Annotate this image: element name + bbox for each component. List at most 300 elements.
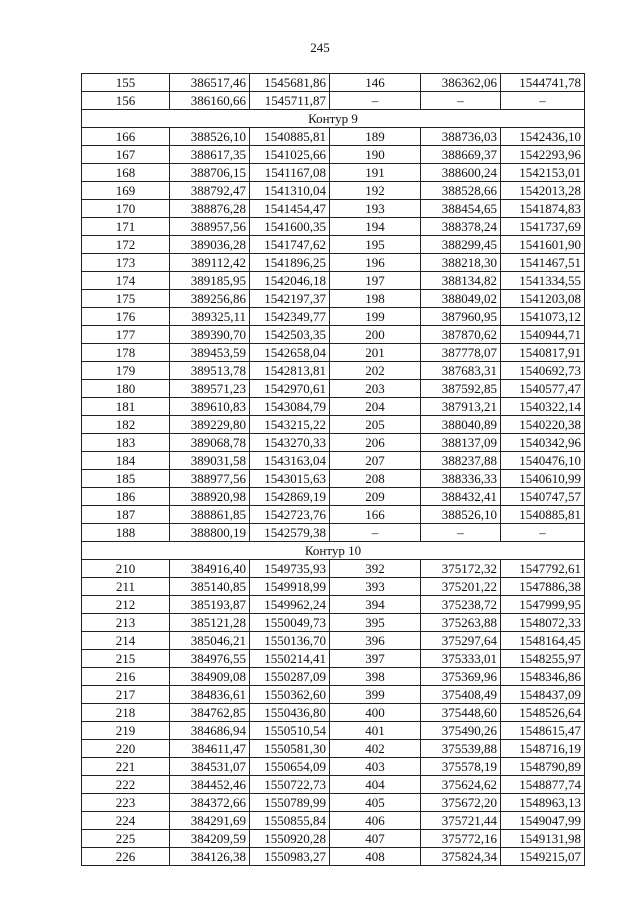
x-coordinate-cell: 375624,62: [421, 776, 501, 794]
section-header-row: [82, 110, 585, 128]
point-number-cell: 175: [82, 290, 170, 308]
section-title: Контур 10: [82, 542, 585, 560]
y-coordinate-cell: 1548072,33: [501, 614, 585, 632]
point-number-cell: 206: [330, 434, 421, 452]
x-coordinate-cell: 375201,22: [421, 578, 501, 596]
point-number-cell: 392: [330, 560, 421, 578]
table-row: [82, 380, 585, 398]
x-coordinate-cell: 388432,41: [421, 488, 501, 506]
x-coordinate-cell: 384126,38: [170, 848, 250, 866]
x-coordinate-cell: 375297,64: [421, 632, 501, 650]
x-coordinate-cell: 389513,78: [170, 362, 250, 380]
point-number-cell: 403: [330, 758, 421, 776]
y-coordinate-cell: 1541025,66: [250, 146, 330, 164]
x-coordinate-cell: 375238,72: [421, 596, 501, 614]
y-coordinate-cell: 1549047,99: [501, 812, 585, 830]
table-row: [82, 272, 585, 290]
point-number-cell: 180: [82, 380, 170, 398]
y-coordinate-cell: 1540476,10: [501, 452, 585, 470]
table-row: [82, 146, 585, 164]
y-coordinate-cell: 1543270,33: [250, 434, 330, 452]
point-number-cell: 198: [330, 290, 421, 308]
x-coordinate-cell: 384836,61: [170, 686, 250, 704]
y-coordinate-cell: 1548963,13: [501, 794, 585, 812]
y-coordinate-cell: 1542503,35: [250, 326, 330, 344]
y-coordinate-cell: 1550654,09: [250, 758, 330, 776]
x-coordinate-cell: 388526,10: [170, 128, 250, 146]
y-coordinate-cell: 1544741,78: [501, 74, 585, 92]
y-coordinate-cell: 1547792,61: [501, 560, 585, 578]
table-row: [82, 308, 585, 326]
y-coordinate-cell: 1550983,27: [250, 848, 330, 866]
point-number-cell: 210: [82, 560, 170, 578]
x-coordinate-cell: 375333,01: [421, 650, 501, 668]
point-number-cell: 393: [330, 578, 421, 596]
x-coordinate-cell: 375490,26: [421, 722, 501, 740]
table-row: [82, 398, 585, 416]
y-coordinate-cell: –: [501, 524, 585, 542]
y-coordinate-cell: 1540817,91: [501, 344, 585, 362]
y-coordinate-cell: –: [501, 92, 585, 110]
y-coordinate-cell: 1542970,61: [250, 380, 330, 398]
table-row: [82, 686, 585, 704]
point-number-cell: 396: [330, 632, 421, 650]
x-coordinate-cell: 387778,07: [421, 344, 501, 362]
x-coordinate-cell: 388800,19: [170, 524, 250, 542]
x-coordinate-cell: 388736,03: [421, 128, 501, 146]
point-number-cell: 187: [82, 506, 170, 524]
x-coordinate-cell: 375824,34: [421, 848, 501, 866]
x-coordinate-cell: 387870,62: [421, 326, 501, 344]
table-row: [82, 488, 585, 506]
x-coordinate-cell: 384909,08: [170, 668, 250, 686]
point-number-cell: 176: [82, 308, 170, 326]
x-coordinate-cell: 375578,19: [421, 758, 501, 776]
x-coordinate-cell: 389325,11: [170, 308, 250, 326]
y-coordinate-cell: 1550789,99: [250, 794, 330, 812]
x-coordinate-cell: 385193,87: [170, 596, 250, 614]
table-row: [82, 614, 585, 632]
point-number-cell: 186: [82, 488, 170, 506]
x-coordinate-cell: 388792,47: [170, 182, 250, 200]
point-number-cell: 407: [330, 830, 421, 848]
point-number-cell: 219: [82, 722, 170, 740]
x-coordinate-cell: 384531,07: [170, 758, 250, 776]
x-coordinate-cell: 389453,59: [170, 344, 250, 362]
point-number-cell: 169: [82, 182, 170, 200]
point-number-cell: 189: [330, 128, 421, 146]
table-row: [82, 74, 585, 92]
x-coordinate-cell: 384976,55: [170, 650, 250, 668]
point-number-cell: 400: [330, 704, 421, 722]
table-row: [82, 794, 585, 812]
y-coordinate-cell: 1540322,14: [501, 398, 585, 416]
y-coordinate-cell: 1541874,83: [501, 200, 585, 218]
x-coordinate-cell: 384762,85: [170, 704, 250, 722]
x-coordinate-cell: 388040,89: [421, 416, 501, 434]
point-number-cell: 177: [82, 326, 170, 344]
y-coordinate-cell: 1541737,69: [501, 218, 585, 236]
point-number-cell: 200: [330, 326, 421, 344]
y-coordinate-cell: 1542046,18: [250, 272, 330, 290]
y-coordinate-cell: 1540885,81: [250, 128, 330, 146]
y-coordinate-cell: 1540220,38: [501, 416, 585, 434]
x-coordinate-cell: 387683,31: [421, 362, 501, 380]
y-coordinate-cell: 1542293,96: [501, 146, 585, 164]
x-coordinate-cell: 375539,88: [421, 740, 501, 758]
point-number-cell: 397: [330, 650, 421, 668]
y-coordinate-cell: 1540885,81: [501, 506, 585, 524]
point-number-cell: 211: [82, 578, 170, 596]
point-number-cell: 190: [330, 146, 421, 164]
y-coordinate-cell: 1543163,04: [250, 452, 330, 470]
x-coordinate-cell: 375448,60: [421, 704, 501, 722]
y-coordinate-cell: 1542436,10: [501, 128, 585, 146]
y-coordinate-cell: 1542658,04: [250, 344, 330, 362]
y-coordinate-cell: 1541334,55: [501, 272, 585, 290]
y-coordinate-cell: 1549962,24: [250, 596, 330, 614]
y-coordinate-cell: 1550214,41: [250, 650, 330, 668]
x-coordinate-cell: 388977,56: [170, 470, 250, 488]
x-coordinate-cell: 388861,85: [170, 506, 250, 524]
y-coordinate-cell: 1548164,45: [501, 632, 585, 650]
x-coordinate-cell: –: [421, 92, 501, 110]
point-number-cell: 207: [330, 452, 421, 470]
table-row: [82, 218, 585, 236]
x-coordinate-cell: 375408,49: [421, 686, 501, 704]
x-coordinate-cell: 388218,30: [421, 254, 501, 272]
x-coordinate-cell: 389185,95: [170, 272, 250, 290]
x-coordinate-cell: 375772,16: [421, 830, 501, 848]
y-coordinate-cell: 1550436,80: [250, 704, 330, 722]
x-coordinate-cell: 389390,70: [170, 326, 250, 344]
x-coordinate-cell: 388137,09: [421, 434, 501, 452]
point-number-cell: 192: [330, 182, 421, 200]
x-coordinate-cell: 384452,46: [170, 776, 250, 794]
x-coordinate-cell: 384291,69: [170, 812, 250, 830]
y-coordinate-cell: 1548255,97: [501, 650, 585, 668]
y-coordinate-cell: 1540692,73: [501, 362, 585, 380]
point-number-cell: 202: [330, 362, 421, 380]
section-title: Контур 9: [82, 110, 585, 128]
x-coordinate-cell: 388336,33: [421, 470, 501, 488]
x-coordinate-cell: 389571,23: [170, 380, 250, 398]
y-coordinate-cell: 1548526,64: [501, 704, 585, 722]
point-number-cell: 209: [330, 488, 421, 506]
x-coordinate-cell: 388049,02: [421, 290, 501, 308]
x-coordinate-cell: 389256,86: [170, 290, 250, 308]
y-coordinate-cell: 1548346,86: [501, 668, 585, 686]
x-coordinate-cell: 384209,59: [170, 830, 250, 848]
point-number-cell: 191: [330, 164, 421, 182]
point-number-cell: 404: [330, 776, 421, 794]
y-coordinate-cell: 1550920,28: [250, 830, 330, 848]
y-coordinate-cell: 1547886,38: [501, 578, 585, 596]
point-number-cell: 168: [82, 164, 170, 182]
x-coordinate-cell: 386517,46: [170, 74, 250, 92]
point-number-cell: 181: [82, 398, 170, 416]
x-coordinate-cell: 387913,21: [421, 398, 501, 416]
point-number-cell: 174: [82, 272, 170, 290]
table-row: [82, 236, 585, 254]
x-coordinate-cell: 385121,28: [170, 614, 250, 632]
y-coordinate-cell: 1540610,99: [501, 470, 585, 488]
y-coordinate-cell: 1542869,19: [250, 488, 330, 506]
x-coordinate-cell: 375721,44: [421, 812, 501, 830]
table-row: [82, 650, 585, 668]
y-coordinate-cell: 1550136,70: [250, 632, 330, 650]
table-row: [82, 560, 585, 578]
y-coordinate-cell: 1542813,81: [250, 362, 330, 380]
x-coordinate-cell: 388454,65: [421, 200, 501, 218]
point-number-cell: 194: [330, 218, 421, 236]
x-coordinate-cell: 388526,10: [421, 506, 501, 524]
x-coordinate-cell: 388669,37: [421, 146, 501, 164]
point-number-cell: 155: [82, 74, 170, 92]
table-row: [82, 92, 585, 110]
y-coordinate-cell: 1540747,57: [501, 488, 585, 506]
table-row: [82, 668, 585, 686]
y-coordinate-cell: 1542723,76: [250, 506, 330, 524]
point-number-cell: 224: [82, 812, 170, 830]
point-number-cell: 199: [330, 308, 421, 326]
point-number-cell: 398: [330, 668, 421, 686]
table-row: [82, 524, 585, 542]
section-header-row: [82, 542, 585, 560]
point-number-cell: 225: [82, 830, 170, 848]
y-coordinate-cell: 1540944,71: [501, 326, 585, 344]
y-coordinate-cell: 1550287,09: [250, 668, 330, 686]
y-coordinate-cell: 1541203,08: [501, 290, 585, 308]
point-number-cell: 172: [82, 236, 170, 254]
point-number-cell: 166: [82, 128, 170, 146]
y-coordinate-cell: 1550581,30: [250, 740, 330, 758]
table-row: [82, 704, 585, 722]
point-number-cell: 215: [82, 650, 170, 668]
x-coordinate-cell: 388706,15: [170, 164, 250, 182]
y-coordinate-cell: 1548790,89: [501, 758, 585, 776]
x-coordinate-cell: 389068,78: [170, 434, 250, 452]
point-number-cell: 220: [82, 740, 170, 758]
point-number-cell: 408: [330, 848, 421, 866]
y-coordinate-cell: 1549215,07: [501, 848, 585, 866]
y-coordinate-cell: 1545681,86: [250, 74, 330, 92]
table-row: [82, 128, 585, 146]
table-row: [82, 416, 585, 434]
point-number-cell: 201: [330, 344, 421, 362]
table-row: [82, 632, 585, 650]
x-coordinate-cell: 388920,98: [170, 488, 250, 506]
point-number-cell: 402: [330, 740, 421, 758]
table-row: [82, 344, 585, 362]
y-coordinate-cell: 1541310,04: [250, 182, 330, 200]
y-coordinate-cell: 1548877,74: [501, 776, 585, 794]
point-number-cell: 182: [82, 416, 170, 434]
point-number-cell: 214: [82, 632, 170, 650]
y-coordinate-cell: 1542153,01: [501, 164, 585, 182]
point-number-cell: 205: [330, 416, 421, 434]
x-coordinate-cell: 375369,96: [421, 668, 501, 686]
table-row: [82, 596, 585, 614]
table-row: [82, 830, 585, 848]
point-number-cell: 217: [82, 686, 170, 704]
x-coordinate-cell: 375263,88: [421, 614, 501, 632]
table-row: [82, 434, 585, 452]
y-coordinate-cell: 1541747,62: [250, 236, 330, 254]
x-coordinate-cell: 389229,80: [170, 416, 250, 434]
point-number-cell: 179: [82, 362, 170, 380]
table-row: [82, 470, 585, 488]
table-row: [82, 290, 585, 308]
x-coordinate-cell: 388299,45: [421, 236, 501, 254]
point-number-cell: 197: [330, 272, 421, 290]
point-number-cell: 394: [330, 596, 421, 614]
point-number-cell: 399: [330, 686, 421, 704]
point-number-cell: 185: [82, 470, 170, 488]
point-number-cell: 212: [82, 596, 170, 614]
x-coordinate-cell: 384372,66: [170, 794, 250, 812]
y-coordinate-cell: 1549918,99: [250, 578, 330, 596]
table-row: [82, 506, 585, 524]
y-coordinate-cell: 1550362,60: [250, 686, 330, 704]
point-number-cell: 222: [82, 776, 170, 794]
point-number-cell: 221: [82, 758, 170, 776]
table-row: [82, 254, 585, 272]
y-coordinate-cell: 1542013,28: [501, 182, 585, 200]
x-coordinate-cell: 384916,40: [170, 560, 250, 578]
x-coordinate-cell: 388378,24: [421, 218, 501, 236]
table-row: [82, 758, 585, 776]
y-coordinate-cell: 1543015,63: [250, 470, 330, 488]
x-coordinate-cell: 388528,66: [421, 182, 501, 200]
table-row: [82, 722, 585, 740]
x-coordinate-cell: 387960,95: [421, 308, 501, 326]
y-coordinate-cell: 1541896,25: [250, 254, 330, 272]
point-number-cell: 405: [330, 794, 421, 812]
x-coordinate-cell: 388957,56: [170, 218, 250, 236]
y-coordinate-cell: 1540577,47: [501, 380, 585, 398]
point-number-cell: 208: [330, 470, 421, 488]
y-coordinate-cell: 1543084,79: [250, 398, 330, 416]
point-number-cell: 156: [82, 92, 170, 110]
point-number-cell: 188: [82, 524, 170, 542]
point-number-cell: 166: [330, 506, 421, 524]
x-coordinate-cell: 386160,66: [170, 92, 250, 110]
table-row: [82, 182, 585, 200]
point-number-cell: 204: [330, 398, 421, 416]
x-coordinate-cell: 384686,94: [170, 722, 250, 740]
y-coordinate-cell: 1545711,87: [250, 92, 330, 110]
y-coordinate-cell: 1542579,38: [250, 524, 330, 542]
point-number-cell: 173: [82, 254, 170, 272]
point-number-cell: 167: [82, 146, 170, 164]
y-coordinate-cell: 1543215,22: [250, 416, 330, 434]
y-coordinate-cell: 1549131,98: [501, 830, 585, 848]
point-number-cell: 216: [82, 668, 170, 686]
point-number-cell: 178: [82, 344, 170, 362]
point-number-cell: 193: [330, 200, 421, 218]
x-coordinate-cell: 385046,21: [170, 632, 250, 650]
table-row: [82, 848, 585, 866]
table-row: [82, 740, 585, 758]
table-row: [82, 164, 585, 182]
point-number-cell: 395: [330, 614, 421, 632]
point-number-cell: 213: [82, 614, 170, 632]
y-coordinate-cell: 1547999,95: [501, 596, 585, 614]
x-coordinate-cell: 389610,83: [170, 398, 250, 416]
x-coordinate-cell: 389036,28: [170, 236, 250, 254]
y-coordinate-cell: 1550855,84: [250, 812, 330, 830]
table-row: [82, 776, 585, 794]
point-number-cell: 218: [82, 704, 170, 722]
x-coordinate-cell: 388600,24: [421, 164, 501, 182]
point-number-cell: 223: [82, 794, 170, 812]
y-coordinate-cell: 1548615,47: [501, 722, 585, 740]
x-coordinate-cell: 388876,28: [170, 200, 250, 218]
page-number: 245: [310, 40, 330, 55]
table-row: [82, 452, 585, 470]
point-number-cell: 195: [330, 236, 421, 254]
point-number-cell: 203: [330, 380, 421, 398]
point-number-cell: 401: [330, 722, 421, 740]
point-number-cell: 184: [82, 452, 170, 470]
y-coordinate-cell: 1541073,12: [501, 308, 585, 326]
coordinates-table-body: [82, 74, 585, 866]
x-coordinate-cell: 388237,88: [421, 452, 501, 470]
point-number-cell: 170: [82, 200, 170, 218]
coordinates-table: [81, 73, 585, 866]
point-number-cell: 406: [330, 812, 421, 830]
x-coordinate-cell: 385140,85: [170, 578, 250, 596]
x-coordinate-cell: 386362,06: [421, 74, 501, 92]
point-number-cell: 196: [330, 254, 421, 272]
point-number-cell: –: [330, 524, 421, 542]
x-coordinate-cell: –: [421, 524, 501, 542]
point-number-cell: –: [330, 92, 421, 110]
y-coordinate-cell: 1541467,51: [501, 254, 585, 272]
table-row: [82, 812, 585, 830]
x-coordinate-cell: 388134,82: [421, 272, 501, 290]
y-coordinate-cell: 1542349,77: [250, 308, 330, 326]
y-coordinate-cell: 1550722,73: [250, 776, 330, 794]
x-coordinate-cell: 389031,58: [170, 452, 250, 470]
point-number-cell: 171: [82, 218, 170, 236]
point-number-cell: 226: [82, 848, 170, 866]
point-number-cell: 146: [330, 74, 421, 92]
y-coordinate-cell: 1550510,54: [250, 722, 330, 740]
point-number-cell: 183: [82, 434, 170, 452]
y-coordinate-cell: 1541601,90: [501, 236, 585, 254]
x-coordinate-cell: 387592,85: [421, 380, 501, 398]
y-coordinate-cell: 1549735,93: [250, 560, 330, 578]
y-coordinate-cell: 1541454,47: [250, 200, 330, 218]
y-coordinate-cell: 1542197,37: [250, 290, 330, 308]
y-coordinate-cell: 1540342,96: [501, 434, 585, 452]
x-coordinate-cell: 389112,42: [170, 254, 250, 272]
y-coordinate-cell: 1550049,73: [250, 614, 330, 632]
table-row: [82, 200, 585, 218]
x-coordinate-cell: 375672,20: [421, 794, 501, 812]
y-coordinate-cell: 1541600,35: [250, 218, 330, 236]
y-coordinate-cell: 1548716,19: [501, 740, 585, 758]
x-coordinate-cell: 375172,32: [421, 560, 501, 578]
table-row: [82, 578, 585, 596]
table-row: [82, 362, 585, 380]
y-coordinate-cell: 1548437,09: [501, 686, 585, 704]
y-coordinate-cell: 1541167,08: [250, 164, 330, 182]
x-coordinate-cell: 388617,35: [170, 146, 250, 164]
table-row: [82, 326, 585, 344]
